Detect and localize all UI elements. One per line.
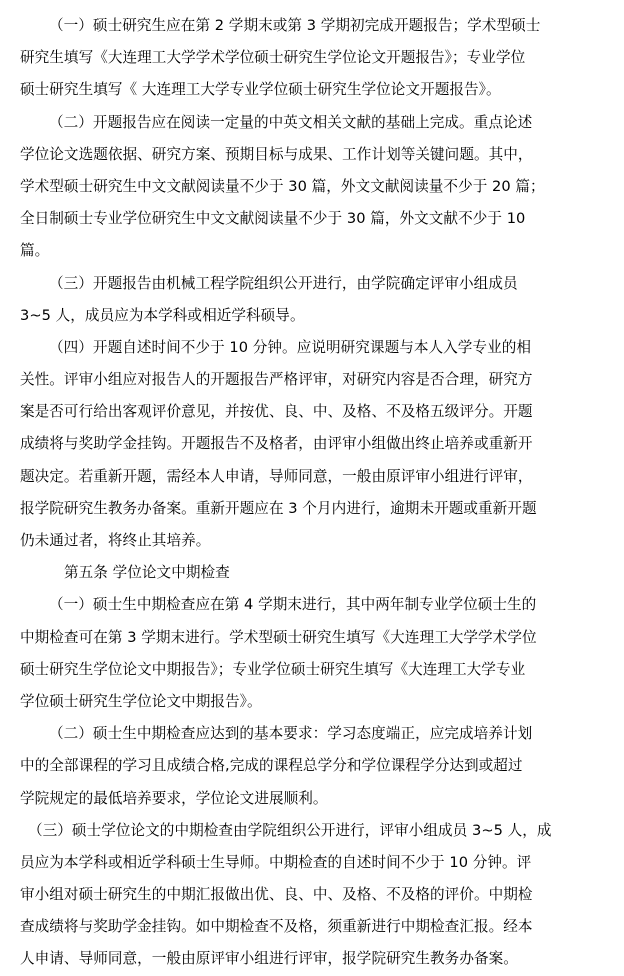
text-line: 查成绩将与奖助学金挂钩。如中期检查不及格，须重新进行中期检查汇报。经本 [20, 918, 533, 936]
text-line: 报学院研究生教务办备案。重新开题应在 3 个月内进行，逾期未开题或重新开题 [20, 499, 537, 517]
paragraph-review-panel [20, 268, 596, 332]
paragraph-midterm-timing [20, 589, 596, 718]
text-line: 关性。评审小组应对报告人的开题报告严格评审，对研究内容是否合理，研究方 [20, 371, 533, 389]
text-line: （二）硕士生中期检查应达到的基本要求：学习态度端正，应完成培养计划 [49, 725, 533, 743]
text-line: （一）硕士生中期检查应在第 4 学期末进行，其中两年制专业学位硕士生的 [49, 596, 537, 614]
text-line: 学术型硕士研究生中文文献阅读量不少于 30 篇，外文文献阅读量不少于 20 篇； [20, 177, 545, 195]
text-line: （二）开题报告应在阅读一定量的中英文相关文献的基础上完成。重点论述 [49, 113, 533, 131]
text-line: 员应为本学科或相近学科硕士生导师。中期检查的自述时间不少于 10 分钟。评 [20, 853, 532, 871]
text-line: 篇。 [20, 242, 50, 260]
paragraph-midterm-review [20, 815, 596, 976]
text-line: 中的全部课程的学习且成绩合格,完成的课程总学分和学位课程学分达到或超过 [20, 757, 523, 775]
text-line: 3~5 人，成员应为本学科或相近学科硕导。 [20, 306, 305, 324]
text-line: 学院规定的最低培养要求，学位论文进展顺利。 [20, 789, 328, 807]
text-line: 中期检查可在第 3 学期末进行。学术型硕士研究生填写《大连理工大学学术学位 [20, 628, 537, 646]
text-line: 学位硕士研究生学位论文中期报告》。 [20, 692, 262, 710]
text-line: 仍未通过者，将终止其培养。 [20, 532, 211, 549]
paragraph-midterm-requirements [20, 718, 596, 815]
text-line: （三）硕士学位论文的中期检查由学院组织公开进行，评审小组成员 3~5 人，成 [28, 821, 552, 839]
section-heading: 第五条 学位论文中期检查 [64, 564, 230, 582]
text-line: 硕士研究生学位论文中期报告》；专业学位硕士研究生填写《大连理工大学专业 [20, 660, 526, 678]
paragraph-proposal-presentation [20, 332, 596, 557]
text-line: 学位论文选题依据、研究方案、预期目标与成果、工作计划等关键问题。其中， [20, 145, 533, 163]
section-heading-article-5 [20, 557, 596, 589]
text-line: 硕士研究生填写《 大连理工大学专业学位硕士研究生学位论文开题报告》。 [20, 81, 501, 99]
paragraph-literature-requirements [20, 107, 596, 268]
paragraph-proposal-timing [20, 10, 596, 107]
text-line: 审小组对硕士研究生的中期汇报做出优、良、中、及格、不及格的评价。中期检 [20, 886, 533, 904]
text-line: 人申请、导师同意，一般由原评审小组进行评审，报学院研究生教务办备案。 [20, 950, 518, 968]
text-line: （三）开题报告由机械工程学院组织公开进行，由学院确定评审小组成员 [49, 274, 518, 292]
text-line: 全日制硕士专业学位研究生中文文献阅读量不少于 30 篇，外文文献不少于 10 [20, 210, 526, 228]
text-line: （一）硕士研究生应在第 2 学期末或第 3 学期初完成开题报告；学术型硕士 [49, 17, 541, 34]
text-line: 题决定。若重新开题，需经本人申请，导师同意，一般由原评审小组进行评审， [20, 467, 533, 485]
text-line: 研究生填写《大连理工大学学术学位硕士研究生学位论文开题报告》；专业学位 [20, 49, 526, 67]
text-line: 案是否可行给出客观评价意见，并按优、良、中、及格、不及格五级评分。开题 [20, 403, 533, 421]
text-line: 成绩将与奖助学金挂钩。开题报告不及格者，由评审小组做出终止培养或重新开 [20, 435, 533, 453]
text-line: （四）开题自述时间不少于 10 分钟。应说明研究课题与本人入学专业的相 [49, 338, 532, 356]
